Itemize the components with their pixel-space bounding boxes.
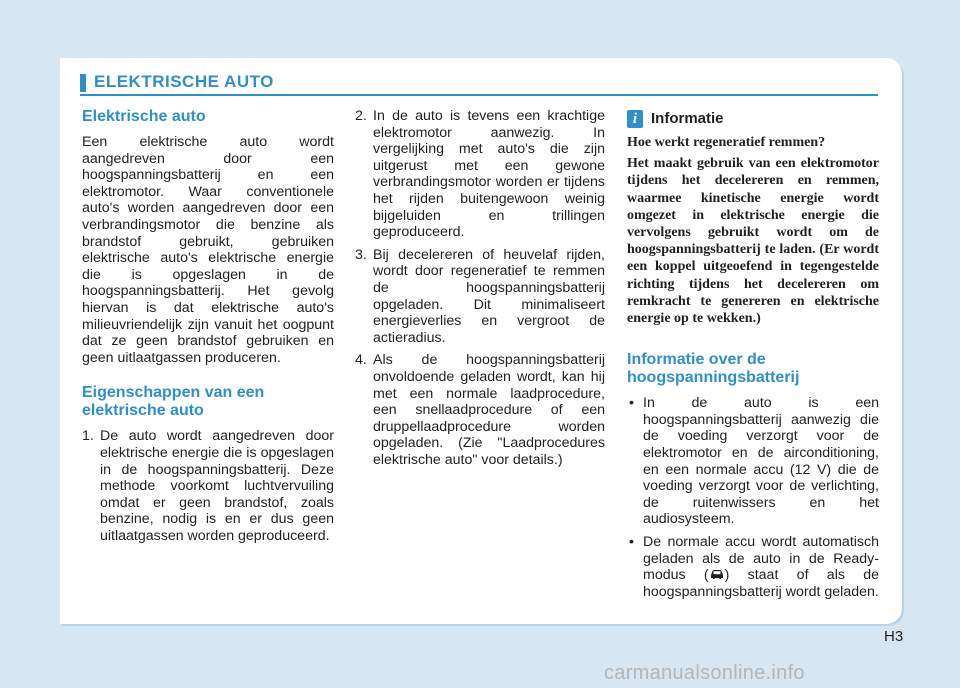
info-box-header	[627, 110, 879, 128]
list-item	[82, 428, 334, 544]
info-question: Hoe werkt regeneratief remmen?	[627, 135, 826, 150]
bullet-mark: •	[629, 395, 634, 412]
info-icon: i	[627, 110, 643, 128]
intro-paragraph: Een elektrische auto wordt aangedreven door een hoogspanningsbatterij en een elektromotor. Waar conventionele auto's worden aangedreven door een verbrandingsmotor die benzine als brandstof gebruikt, gebruiken elektrische auto's elektrische energie die is opgeslagen in de hoogspanningsbatterij. Het gevolg hiervan is dat elektrische auto's milieuvriendelijk zijn vanuit het oogpunt dat ze geen brandstof gebruiken en geen uitlaatgassen produceren.	[82, 134, 334, 366]
page-number: H3	[884, 628, 904, 645]
ready-car-icon	[709, 568, 725, 580]
column-3	[627, 108, 879, 606]
list-text: Als de hoogspanningsbatterij onvoldoende geladen wordt, kan hij met een normale laadprocedure, een snellaadprocedure of een druppellaadprocedure worden opgeladen. (Zie "Laadprocedures elektrische auto" voor details.)	[373, 352, 605, 468]
watermark: carmanualsonline.info	[604, 662, 805, 684]
bullet-item	[627, 395, 879, 528]
list-number: 1.	[82, 428, 94, 445]
info-title: Informatie	[651, 109, 724, 127]
list-text: Bij decelereren of heuvelaf rijden, wordt door regeneratief te remmen de hoogspanningsbatterij opgeladen. Dit minimaliseert energieverlies en vergroot de actieradius.	[373, 246, 605, 346]
header-accent-bar	[80, 74, 86, 92]
list-text: In de auto is tevens een krachtige elektromotor aanwezig. In vergelijking met auto's die zijn uitgerust met een gewone verbrandingsmotor worden er tijdens het rijden buitengewoon weinig bijgeluiden en trillingen geproduceerd.	[373, 108, 605, 241]
list-item	[355, 108, 605, 241]
bullet-text-after: ) staat of als de hoogspanningsbatterij wordt geladen.	[643, 567, 880, 600]
list-item	[355, 352, 605, 468]
info-body: Het maakt gebruik van een elektromotor tijdens het decelereren en remmen, waarmee kinetische energie wordt omgezet in elektrische energie die vervolgens gebruikt wordt om de hoogspanningsbatterij te laden. (Er wordt een koppel uitgeoefend in tegengestelde richting tijdens het decelereren om remkracht te genereren en elektrische energie op te wekken.)	[627, 156, 879, 327]
bullet-text-before: De normale accu wordt automatisch geladen als de auto in de Ready-modus (	[643, 533, 879, 584]
heading-eigenschappen: Eigenschappen van een elektrische auto	[82, 384, 265, 420]
heading-hoogspanningsbatterij: Informatie over de hoogspanningsbatterij	[627, 351, 800, 387]
column-1	[82, 108, 334, 550]
list-text: De auto wordt aangedreven door elektrische energie die is opgeslagen in de hoogspanningsbatterij. Deze methode voorkomt luchtvervuiling omdat er geen brandstof, zoals benzine, nodig is en er dus geen uitlaatgassen worden geproduceerd.	[100, 428, 334, 544]
list-item	[355, 247, 605, 347]
bullet-text: In de auto is een hoogspanningsbatterij aanwezig die de voeding verzorgt voor de elektromotor en de airconditioning, en een normale accu (12 V) die de voeding verzorgt voor de verlichting, de ruitenwissers en het audiosysteem.	[643, 395, 879, 528]
features-list	[82, 428, 334, 544]
features-list-continued	[355, 108, 605, 468]
list-number: 4.	[355, 352, 367, 369]
list-number: 2.	[355, 108, 367, 124]
bullet-item	[627, 534, 879, 600]
column-2	[355, 108, 605, 474]
battery-bullets	[627, 395, 879, 600]
bullet-mark: •	[629, 533, 634, 550]
section-title: ELEKTRISCHE AUTO	[94, 72, 274, 91]
list-number: 3.	[355, 246, 367, 263]
heading-elektrische-auto: Elektrische auto	[82, 108, 206, 125]
section-header	[80, 72, 878, 96]
